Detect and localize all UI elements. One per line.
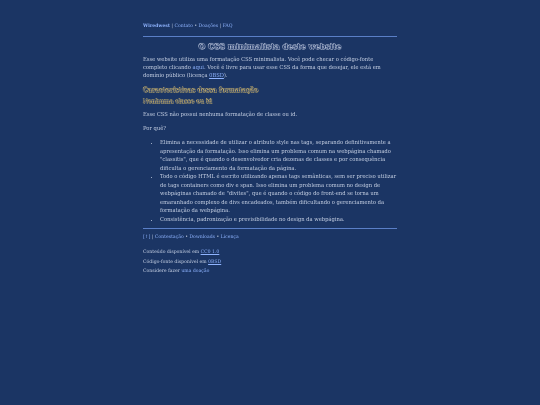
nav-separator: • <box>215 235 221 240</box>
intro-text: ). <box>223 73 228 79</box>
footer-source-license <box>143 258 397 268</box>
section-heading-features: Características dessa formatação <box>143 87 259 94</box>
divider <box>143 36 397 37</box>
nav-brand-link[interactable]: Wiredwest <box>143 24 170 29</box>
nav-separator: | <box>218 24 223 29</box>
why-paragraph: Por quê? <box>143 126 167 132</box>
reasons-list <box>143 139 397 224</box>
nav-faq-link[interactable]: FAQ <box>222 24 233 29</box>
top-navigation <box>143 22 397 32</box>
back-to-top-link[interactable]: [↑] <box>143 235 151 240</box>
page-content <box>143 22 397 277</box>
footer-contact-link[interactable]: Contestação <box>154 235 184 240</box>
divider <box>143 228 397 229</box>
footer-license-link[interactable]: Licença <box>220 235 239 240</box>
footer-text: Considere fazer <box>143 269 182 274</box>
donate-link[interactable]: uma doação <box>181 269 210 274</box>
list-item: • Todo o código HTML é escrito utilizando apenas tags semânticas, sem ser preciso utilizar de tags containers como div e span. Isso elimina um problema comum no design de webpáginas chamado de "divites", que é quando o código do front-end se torna um emaranhado complexo de divs encadeados, também dificultando o gerenciamento da formatação da webpágina. <box>160 173 397 216</box>
bsd-link[interactable]: 0BSD <box>208 259 222 265</box>
footer-text: Conteúdo disponível em <box>143 250 201 255</box>
subsection-heading-noclass: Nenhuma classe ou id <box>143 99 213 105</box>
footer-content-license <box>143 248 397 258</box>
footer-downloads-link[interactable]: Downloads <box>189 235 215 240</box>
nav-separator: | <box>150 235 155 240</box>
nav-separator: • <box>183 235 190 240</box>
intro-text: Esse website utiliza uma formatação CSS minimalista. Você pode checar o código-fonte completo clicando <box>143 57 374 71</box>
cc0-link[interactable]: CC0 1.0 <box>200 250 220 255</box>
noclass-paragraph: Esse CSS não possui nenhuma formatação de classe ou id. <box>143 112 298 118</box>
list-item: • Elimina a necessidade de utilizar o atributo style nas tags, separando definitivamente a apresentação da formatação. Isso elimina um problema comum na webpágina chamado "classitis", que é quando o desenvolvedor cria dezenas de classes e por consequência dificulta o gerenciamento da formatação da página. <box>160 139 397 173</box>
nav-contact-link[interactable]: Contato <box>174 24 193 29</box>
page-title: O CSS minimalista deste website <box>198 42 342 51</box>
intro-paragraph <box>143 56 397 80</box>
footer-donate <box>143 267 397 277</box>
list-item: • Consistência, padronização e previsibilidade no design da webpágina. <box>160 216 397 225</box>
license-link[interactable]: 0BSD <box>209 73 224 79</box>
footer-text: Código-fonte disponível em <box>143 259 209 265</box>
footer-navigation <box>143 233 397 242</box>
nav-separator: • <box>192 24 199 29</box>
intro-text: . Você é livre para usar esse CSS da forma que desejar, ele está em domínio público (licença <box>143 65 381 79</box>
source-link[interactable]: aqui <box>192 65 204 71</box>
nav-separator: | <box>169 24 175 29</box>
nav-donate-link[interactable]: Doações <box>198 24 219 29</box>
